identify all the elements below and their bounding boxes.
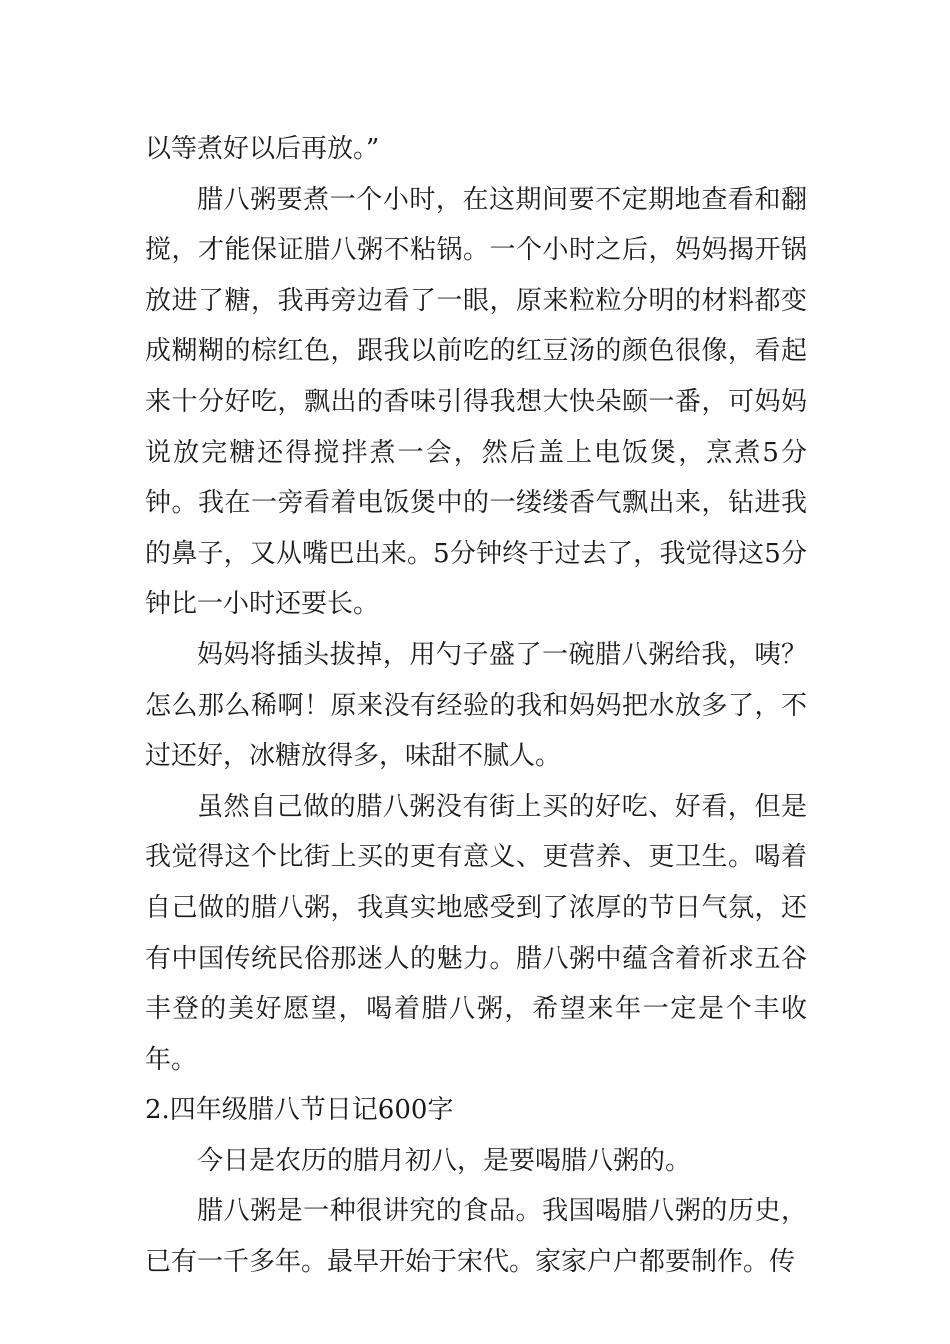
paragraph-history: 腊八粥是一种很讲究的食品。我国喝腊八粥的历史，已有一千多年。最早开始于宋代。家家户户都要制作。传 [145,1196,807,1278]
section-heading: 2.四年级腊八节日记600字 [145,1095,454,1126]
document-body [145,124,807,1288]
paragraph-intro: 今日是农历的腊月初八，是要喝腊八粥的。 [197,1145,692,1176]
paragraph-continuation: 以等煮好以后再放。” [145,134,380,164]
paragraph-reflection: 虽然自己做的腊八粥没有街上买的好吃、好看，但是我觉得这个比街上买的更有意义、更营养、更卫生。喝着自己做的腊八粥，我真实地感受到了浓厚的节日气氛，还有中国传统民俗那迷人的魅力。腊八粥中蕴含着祈求五谷丰登的美好愿望，喝着腊八粥，希望来年一定是个丰收年。 [145,791,807,1075]
paragraph-cooking: 腊八粥要煮一个小时，在这期间要不定期地查看和翻搅，才能保证腊八粥不粘锅。一个小时之后，妈妈揭开锅放进了糖，我再旁边看了一眼，原来粒粒分明的材料都变成糊糊的棕红色，跟我以前吃的红豆汤的颜色很像，看起来十分好吃，飘出的香味引得我想大快朵颐一番，可妈妈说放完糖还得搅拌煮一会，然后盖上电饭煲，烹煮5分钟。我在一旁看着电饭煲中的一缕缕香气飘出来，钻进我的鼻子，又从嘴巴出来。5分钟终于过去了，我觉得这5分钟比一小时还要长。 [145,184,807,620]
paragraph-tasting: 妈妈将插头拔掉，用勺子盛了一碗腊八粥给我，咦？怎么那么稀啊！原来没有经验的我和妈妈把水放多了，不过还好，冰糖放得多，味甜不腻人。 [145,639,807,772]
